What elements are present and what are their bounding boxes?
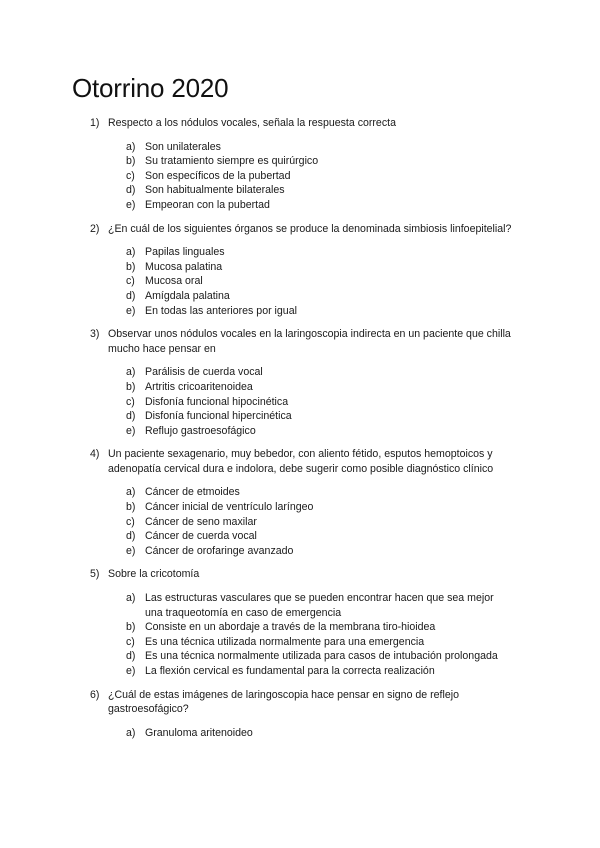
option-item xyxy=(0,198,600,213)
option-text: Es una técnica utilizada normalmente para una emergencia xyxy=(145,635,425,648)
option-item xyxy=(0,274,600,289)
question-text: Un paciente sexagenario, muy bebedor, con aliento fétido, esputos hemoptoicos y adenopatía cervical dura e indolora, debe sugerir como posible diagnóstico clínico xyxy=(108,448,494,475)
option-list xyxy=(0,140,600,213)
option-letter: a) xyxy=(126,366,136,379)
question-item xyxy=(0,116,600,213)
question-text: ¿Cuál de estas imágenes de laringoscopia hace pensar en signo de reflejo gastroesofágico? xyxy=(108,688,459,716)
option-letter: c) xyxy=(126,395,135,408)
question-number: 1) xyxy=(90,117,100,129)
option-letter: b) xyxy=(126,621,136,634)
question-stem xyxy=(0,327,600,356)
option-item xyxy=(0,380,600,395)
option-text: Disfonía funcional hipercinética xyxy=(145,410,292,423)
question-stem xyxy=(0,116,600,131)
option-letter: b) xyxy=(126,260,136,273)
option-letter: a) xyxy=(126,486,136,499)
question-list xyxy=(0,116,600,749)
option-letter: c) xyxy=(126,635,135,648)
option-letter: e) xyxy=(126,198,136,211)
option-item xyxy=(0,591,600,620)
option-letter: d) xyxy=(126,650,136,663)
option-letter: d) xyxy=(126,184,136,197)
option-text: La flexión cervical es fundamental para la correcta realización xyxy=(145,665,435,677)
option-letter: a) xyxy=(126,726,136,739)
option-letter: c) xyxy=(126,169,135,182)
option-item xyxy=(0,664,600,679)
option-item xyxy=(0,726,600,741)
option-item xyxy=(0,169,600,184)
option-text: Cáncer de seno maxilar xyxy=(145,515,257,528)
option-letter: c) xyxy=(126,515,135,528)
option-letter: e) xyxy=(126,544,136,557)
option-text: Son habitualmente bilaterales xyxy=(145,184,285,197)
question-text: ¿En cuál de los siguientes órganos se produce la denominada simbiosis linfoepitelial? xyxy=(108,222,512,235)
option-list xyxy=(0,485,600,558)
question-text: Observar unos nódulos vocales en la laringoscopia indirecta en un paciente que chilla mucho hace pensar en xyxy=(108,328,511,355)
option-item xyxy=(0,424,600,439)
option-item xyxy=(0,620,600,635)
option-text: Las estructuras vasculares que se pueden encontrar hacen que sea mejor una traqueotomía en caso de emergencia xyxy=(145,592,494,619)
option-item xyxy=(0,649,600,664)
question-stem xyxy=(0,447,600,476)
option-item xyxy=(0,365,600,380)
option-text: Disfonía funcional hipocinética xyxy=(145,395,289,408)
option-text: Cáncer de orofaringe avanzado xyxy=(145,544,294,557)
option-text: Cáncer de cuerda vocal xyxy=(145,530,257,543)
option-text: Granuloma aritenoideo xyxy=(145,726,253,739)
option-list xyxy=(0,245,600,318)
option-letter: b) xyxy=(126,501,136,514)
option-item xyxy=(0,529,600,544)
question-item xyxy=(0,327,600,438)
option-text: Parálisis de cuerda vocal xyxy=(145,366,263,379)
option-letter: e) xyxy=(126,424,136,437)
option-text: Empeoran con la pubertad xyxy=(145,198,270,211)
option-text: Reflujo gastroesofágico xyxy=(145,424,256,437)
option-text: Su tratamiento siempre es quirúrgico xyxy=(145,155,319,168)
option-letter: d) xyxy=(126,289,136,302)
option-text: Artritis cricoaritenoidea xyxy=(145,380,253,393)
question-number: 5) xyxy=(90,568,100,581)
option-text: Mucosa oral xyxy=(145,275,203,288)
question-stem xyxy=(0,222,600,237)
option-letter: b) xyxy=(126,155,136,168)
option-text: Son específicos de la pubertad xyxy=(145,169,291,182)
option-item xyxy=(0,409,600,424)
question-stem xyxy=(0,688,600,717)
option-item xyxy=(0,544,600,559)
option-text: Amígdala palatina xyxy=(145,289,230,302)
question-item xyxy=(0,222,600,319)
option-item xyxy=(0,395,600,410)
option-item xyxy=(0,635,600,650)
option-item xyxy=(0,140,600,155)
question-text: Sobre la cricotomía xyxy=(108,568,200,581)
question-number: 6) xyxy=(90,688,100,701)
option-letter: c) xyxy=(126,275,135,288)
question-stem xyxy=(0,567,600,582)
option-list xyxy=(0,365,600,438)
option-item xyxy=(0,260,600,275)
option-letter: b) xyxy=(126,380,136,393)
option-item xyxy=(0,289,600,304)
option-text: Es una técnica normalmente utilizada para casos de intubación prolongada xyxy=(145,650,498,663)
question-text: Respecto a los nódulos vocales, señala la respuesta correcta xyxy=(108,117,396,129)
option-item xyxy=(0,500,600,515)
option-text: En todas las anteriores por igual xyxy=(145,304,297,317)
option-text: Cáncer inicial de ventrículo laríngeo xyxy=(145,501,314,514)
option-text: Cáncer de etmoides xyxy=(145,486,240,499)
option-item xyxy=(0,245,600,260)
option-text: Mucosa palatina xyxy=(145,260,223,273)
option-letter: d) xyxy=(126,410,136,423)
option-item xyxy=(0,183,600,198)
option-item xyxy=(0,485,600,500)
option-item xyxy=(0,154,600,169)
document-title: Otorrino 2020 xyxy=(72,73,229,103)
option-letter: e) xyxy=(126,304,136,317)
option-letter: d) xyxy=(126,530,136,543)
question-number: 2) xyxy=(90,222,100,235)
question-item xyxy=(0,447,600,558)
option-text: Consiste en un abordaje a través de la membrana tiro-hioidea xyxy=(145,621,436,634)
option-text: Son unilaterales xyxy=(145,140,221,153)
option-text: Papilas linguales xyxy=(145,246,225,259)
option-letter: a) xyxy=(126,140,136,153)
question-number: 3) xyxy=(90,328,100,341)
option-list xyxy=(0,591,600,679)
option-letter: a) xyxy=(126,592,136,605)
question-item xyxy=(0,567,600,678)
option-letter: e) xyxy=(126,665,136,677)
option-list xyxy=(0,726,600,741)
option-item xyxy=(0,515,600,530)
question-item xyxy=(0,688,600,741)
option-letter: a) xyxy=(126,246,136,259)
question-number: 4) xyxy=(90,448,100,461)
option-item xyxy=(0,304,600,319)
